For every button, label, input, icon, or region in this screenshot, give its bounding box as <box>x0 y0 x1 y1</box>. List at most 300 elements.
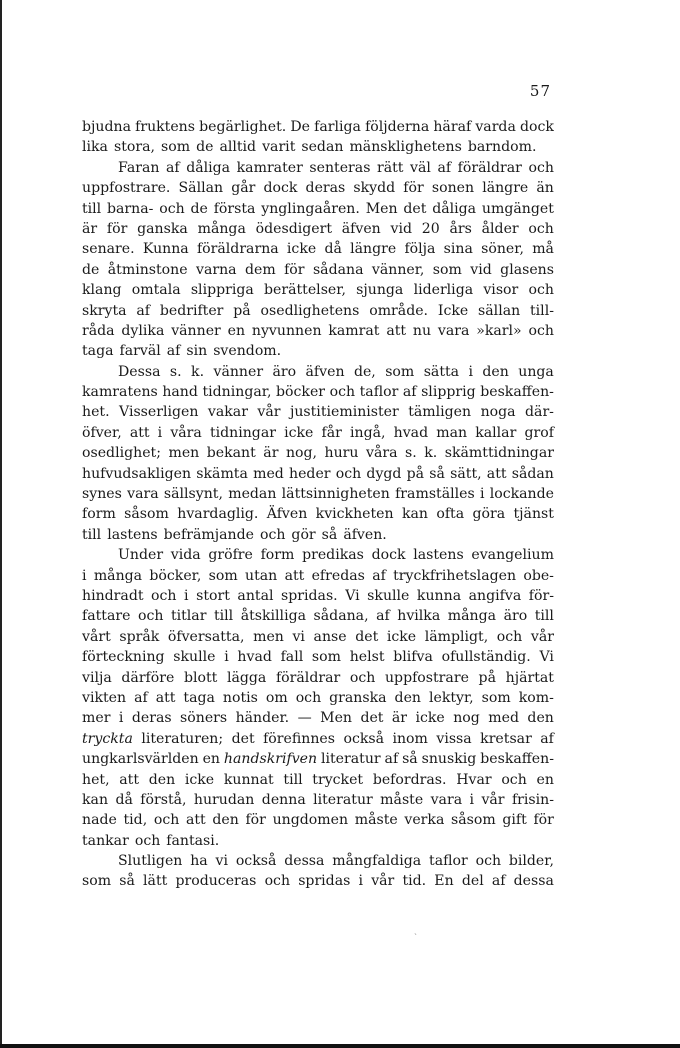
text-line <box>82 504 554 524</box>
word: råda <box>82 322 115 339</box>
word: bekant <box>206 445 256 462</box>
word: vår <box>371 873 395 890</box>
word: obe- <box>523 567 554 584</box>
word: de <box>190 200 208 217</box>
word: Vi <box>539 649 554 666</box>
word: tid. <box>402 873 427 890</box>
word: vid <box>390 220 413 237</box>
word: förstå, <box>140 791 187 808</box>
word: lättsinnigheten <box>281 486 390 503</box>
word: mer <box>82 710 111 727</box>
text-line <box>82 137 554 157</box>
word: många <box>93 567 143 584</box>
word: taga <box>82 343 114 360</box>
word: gröfre <box>208 547 253 564</box>
word: vida <box>170 547 201 564</box>
word: skydd <box>353 180 396 197</box>
word: form <box>260 547 295 564</box>
word: slippriga <box>190 282 254 299</box>
word: snuskig <box>421 751 477 768</box>
word: hurudan <box>193 791 255 808</box>
word: det <box>403 200 427 217</box>
word: tjänst <box>513 506 554 523</box>
word: lektyr, <box>428 689 474 706</box>
word: ungkarlsvärlden <box>82 751 199 768</box>
word: skulle <box>173 649 216 666</box>
word: så <box>321 526 338 543</box>
word: års <box>449 220 472 237</box>
word: vara <box>430 791 463 808</box>
word: och <box>335 465 362 482</box>
text-line <box>82 627 554 647</box>
word: kamrater <box>236 159 303 176</box>
word: huru <box>324 445 359 462</box>
word: taga <box>183 689 215 706</box>
word: vi <box>292 628 305 645</box>
word: den <box>394 689 421 706</box>
word: lämpligt, <box>424 628 489 645</box>
word: af <box>136 302 150 319</box>
word: umgänget <box>481 200 554 217</box>
word: därföre <box>121 669 175 686</box>
text-line <box>82 810 554 830</box>
word: i <box>358 873 364 890</box>
word: stort <box>196 587 230 604</box>
word: dylika <box>121 322 165 339</box>
word: den <box>148 771 176 788</box>
word: går <box>231 180 256 197</box>
word: med <box>488 710 519 727</box>
word: sådan <box>511 465 554 482</box>
word: glasens <box>500 261 554 278</box>
text-line <box>82 260 554 280</box>
word: literatur <box>321 751 381 768</box>
word: söners <box>180 710 228 727</box>
word: vara <box>437 322 470 339</box>
text-line <box>82 749 554 769</box>
text-line <box>82 566 554 586</box>
word: ha <box>190 853 208 870</box>
word: de <box>196 139 214 156</box>
word: följa <box>404 241 436 258</box>
word: osedlighet; <box>82 445 161 462</box>
word: helst <box>349 649 385 666</box>
word: lockande <box>489 486 554 503</box>
text-line <box>82 464 554 484</box>
word: är <box>263 445 279 462</box>
word: många <box>447 608 497 625</box>
word: så <box>119 873 135 890</box>
word: taflor <box>359 384 399 401</box>
text-line <box>82 443 554 463</box>
word: till <box>213 608 234 625</box>
word: kretsar <box>480 730 532 747</box>
word: vår <box>530 628 554 645</box>
text-line <box>82 341 554 361</box>
word: sällan <box>478 302 521 319</box>
word: af <box>384 751 399 768</box>
scan-bottom-edge <box>0 1044 680 1048</box>
page-number: 57 <box>529 82 551 100</box>
word: kvickheten <box>315 506 394 523</box>
word: många <box>197 220 246 237</box>
word: Visserligen <box>119 404 199 421</box>
word: sätta <box>423 363 460 380</box>
word: form <box>82 506 116 523</box>
word: äfven. <box>343 526 387 543</box>
word: hufvudsakligen <box>82 465 192 482</box>
word: första <box>213 200 256 217</box>
word: vårt <box>82 628 111 645</box>
word: öfver, <box>82 424 122 441</box>
word: Vi <box>345 587 360 604</box>
word: nade <box>82 812 117 829</box>
word: hvilka <box>397 608 441 625</box>
word: vänner, <box>371 261 425 278</box>
word: bedrifter <box>159 302 224 319</box>
word: ingå, <box>350 424 386 441</box>
word: svendom. <box>213 343 282 360</box>
word: 20 <box>421 220 440 237</box>
word: barna- <box>107 200 154 217</box>
word: förteckning <box>82 649 165 666</box>
word: slipprig <box>421 384 476 401</box>
word: äro <box>272 363 297 380</box>
word: af <box>134 689 148 706</box>
word: Men <box>320 710 352 727</box>
word: till <box>534 608 554 625</box>
word: — <box>297 710 312 727</box>
word: och <box>264 873 291 890</box>
word: dem <box>244 261 276 278</box>
word: omtala <box>131 282 181 299</box>
word: i <box>469 791 475 808</box>
word: men <box>168 445 200 462</box>
word: Under <box>118 547 164 564</box>
word: s. <box>405 445 417 462</box>
word: vänner <box>213 363 264 380</box>
word: produceras <box>175 873 257 890</box>
word: framställes <box>395 486 475 503</box>
word: sällsynt, <box>163 486 223 503</box>
word: och <box>349 669 376 686</box>
text-line <box>82 117 554 137</box>
word: som <box>432 261 462 278</box>
word: föräldrarna <box>196 241 279 258</box>
text-line <box>82 178 554 198</box>
text-line <box>82 708 554 728</box>
word: dock <box>371 547 406 564</box>
word: beskaffen- <box>480 384 554 401</box>
word: och <box>528 282 554 299</box>
text-line <box>82 484 554 504</box>
text-line <box>82 199 554 219</box>
word: senare. <box>82 241 135 258</box>
word: mänsklighetens <box>349 139 462 156</box>
word: kan <box>82 791 109 808</box>
word: kom- <box>518 689 554 706</box>
word: med <box>253 465 284 482</box>
word: senteras <box>309 159 371 176</box>
word: befrämjande <box>163 526 254 543</box>
word: skämta <box>196 465 248 482</box>
word: trycket <box>312 771 364 788</box>
word: handskrifven <box>223 751 318 768</box>
word: som <box>481 689 511 706</box>
text-line <box>82 423 554 443</box>
word: ganska <box>137 220 188 237</box>
word: kallar <box>475 424 517 441</box>
word: vissa <box>436 730 472 747</box>
word: och <box>259 526 286 543</box>
word: varna <box>195 261 237 278</box>
word: söner, <box>481 241 524 258</box>
text-line <box>82 647 554 667</box>
word: de, <box>353 363 376 380</box>
text-line <box>82 301 554 321</box>
word: en <box>227 322 246 339</box>
text-line <box>82 851 554 871</box>
word: fruktens <box>135 119 195 135</box>
word: sådana, <box>313 608 369 625</box>
word: på <box>406 465 425 482</box>
word: en <box>202 751 220 768</box>
word: kunna <box>416 587 462 604</box>
word: af <box>166 159 180 176</box>
scan-left-edge <box>0 0 2 1048</box>
word: som <box>160 139 191 156</box>
word: är <box>391 710 408 727</box>
word: åtskilliga <box>240 608 306 625</box>
word: den <box>527 710 554 727</box>
word: längre <box>482 180 529 197</box>
word: spridas <box>298 873 351 890</box>
word: predikas <box>302 547 364 564</box>
word: i <box>224 649 229 666</box>
word: böcker <box>276 384 326 401</box>
word: sonen <box>431 180 475 197</box>
word: dessa <box>284 853 325 870</box>
word: öfversatta, <box>167 628 245 645</box>
word: må <box>532 241 554 258</box>
word: efredas <box>311 567 365 584</box>
word: literatur <box>313 791 373 808</box>
word: dessa <box>513 873 554 890</box>
word: såsom <box>124 506 169 523</box>
word: af <box>402 384 417 401</box>
word: Slutligen <box>118 853 183 870</box>
word: de <box>82 261 100 278</box>
word: Icke <box>437 302 469 319</box>
word: och <box>501 771 527 788</box>
text-line <box>82 586 554 606</box>
word: måste <box>354 812 398 829</box>
word: het. <box>82 404 110 421</box>
word: grof <box>524 424 554 441</box>
text-line <box>82 545 554 565</box>
word: deras <box>305 180 346 197</box>
word: som <box>82 873 112 890</box>
word: att <box>155 689 176 706</box>
word: De <box>290 119 311 135</box>
word: Men <box>365 200 398 217</box>
word: område. <box>369 302 429 319</box>
word: för <box>403 180 424 197</box>
word: där- <box>525 404 554 421</box>
word: på <box>233 302 251 319</box>
text-line <box>82 770 554 790</box>
word: skulle <box>367 587 410 604</box>
word: också <box>343 730 385 747</box>
word: sådana <box>312 261 364 278</box>
word: kamrat <box>328 322 380 339</box>
word: till <box>283 771 303 788</box>
word: heder <box>289 465 331 482</box>
word: farliga <box>314 119 361 135</box>
word: s. <box>169 363 182 380</box>
word: vilja <box>82 669 112 686</box>
word: men <box>253 628 284 645</box>
word: i <box>157 424 163 441</box>
word: farväl <box>119 343 161 360</box>
word: blifva <box>393 649 433 666</box>
word: och <box>159 200 185 217</box>
text-line <box>82 668 554 688</box>
word: granska <box>329 689 387 706</box>
text-line <box>82 871 554 891</box>
word: icke <box>386 628 417 645</box>
word: tryckta <box>82 730 133 747</box>
word: antal <box>237 587 274 604</box>
word: dåliga <box>186 159 231 176</box>
text-line <box>82 525 554 545</box>
word: justitieminister <box>289 404 399 421</box>
word: Sällan <box>178 180 224 197</box>
word: att <box>284 567 305 584</box>
word: i <box>479 486 485 503</box>
word: vid <box>470 261 492 278</box>
word: Hvar <box>456 771 492 788</box>
word: göra <box>472 506 506 523</box>
word: ödesdigert <box>255 220 332 237</box>
word: angifva <box>468 587 522 604</box>
word: dygd <box>366 465 402 482</box>
word: kamratens <box>82 384 158 401</box>
word: på <box>478 669 496 686</box>
word: Kunna <box>142 241 189 258</box>
word: beskaffen- <box>480 751 554 768</box>
text-line <box>82 729 554 749</box>
word: och <box>528 220 554 237</box>
word: föräldrar <box>275 669 341 686</box>
word: man <box>436 424 468 441</box>
word: icke <box>284 424 314 441</box>
word: vikten <box>82 689 127 706</box>
word: skämttidningar <box>444 445 554 462</box>
word: i <box>468 363 473 380</box>
word: skryta <box>82 302 127 319</box>
word: klang <box>82 282 122 299</box>
word: tämligen <box>408 404 472 421</box>
word: ofta <box>436 506 465 523</box>
word: medan <box>228 486 277 503</box>
word: synes <box>82 486 122 503</box>
text-line <box>82 219 554 239</box>
word: följderna <box>365 119 430 135</box>
word: sätt, <box>450 465 482 482</box>
word: och <box>134 832 161 849</box>
word: och <box>475 853 502 870</box>
word: tid, <box>123 812 148 829</box>
word: att <box>129 424 150 441</box>
word: tankar <box>82 832 129 849</box>
word: som <box>385 363 415 380</box>
word: hjärtat <box>505 669 554 686</box>
word: nu <box>412 322 432 339</box>
word: liderliga <box>413 282 474 299</box>
word: alltid <box>219 139 257 156</box>
word: kunnat <box>223 771 274 788</box>
word: och <box>295 689 322 706</box>
word: fall <box>280 649 304 666</box>
text-line <box>82 158 554 178</box>
word: till- <box>530 302 554 319</box>
word: utan <box>245 567 278 584</box>
word: föräldrar <box>457 159 522 176</box>
word: visor <box>483 282 519 299</box>
word: af <box>372 567 386 584</box>
word: ynglingaåren. <box>261 200 360 217</box>
word: literaturen; <box>141 730 224 747</box>
word: att <box>386 322 407 339</box>
word: bilder, <box>508 853 554 870</box>
word: att <box>486 465 507 482</box>
word: ungdomen <box>272 812 349 829</box>
word: lägga <box>226 669 267 686</box>
word: af <box>491 873 506 890</box>
word: uppfostrare <box>384 669 469 686</box>
word: titlar <box>170 608 207 625</box>
word: äfven <box>305 363 345 380</box>
text-line <box>82 402 554 422</box>
word: fantasi. <box>166 832 220 849</box>
word: af <box>437 159 452 176</box>
text-line <box>82 239 554 259</box>
word: berättelser, <box>264 282 346 299</box>
word: språk <box>119 628 160 645</box>
word: hvad <box>393 424 429 441</box>
word: och <box>528 159 554 176</box>
word: att <box>119 771 139 788</box>
word: noga <box>480 404 516 421</box>
word: äfven <box>341 220 381 237</box>
word: notis <box>222 689 258 706</box>
word: frisin- <box>511 791 554 808</box>
word: dock <box>263 180 298 197</box>
word: den <box>482 363 509 380</box>
word: rätt <box>377 159 404 176</box>
word: dock <box>519 119 554 135</box>
word: varda <box>475 119 516 135</box>
word: del <box>461 873 484 890</box>
word: bjudna <box>82 119 131 135</box>
word: sedan <box>301 139 344 156</box>
word: varit <box>262 139 296 156</box>
word: nog, <box>285 445 318 462</box>
word: böcker, <box>149 567 202 584</box>
word: lastens <box>107 526 158 543</box>
word: evangelium <box>471 547 554 564</box>
